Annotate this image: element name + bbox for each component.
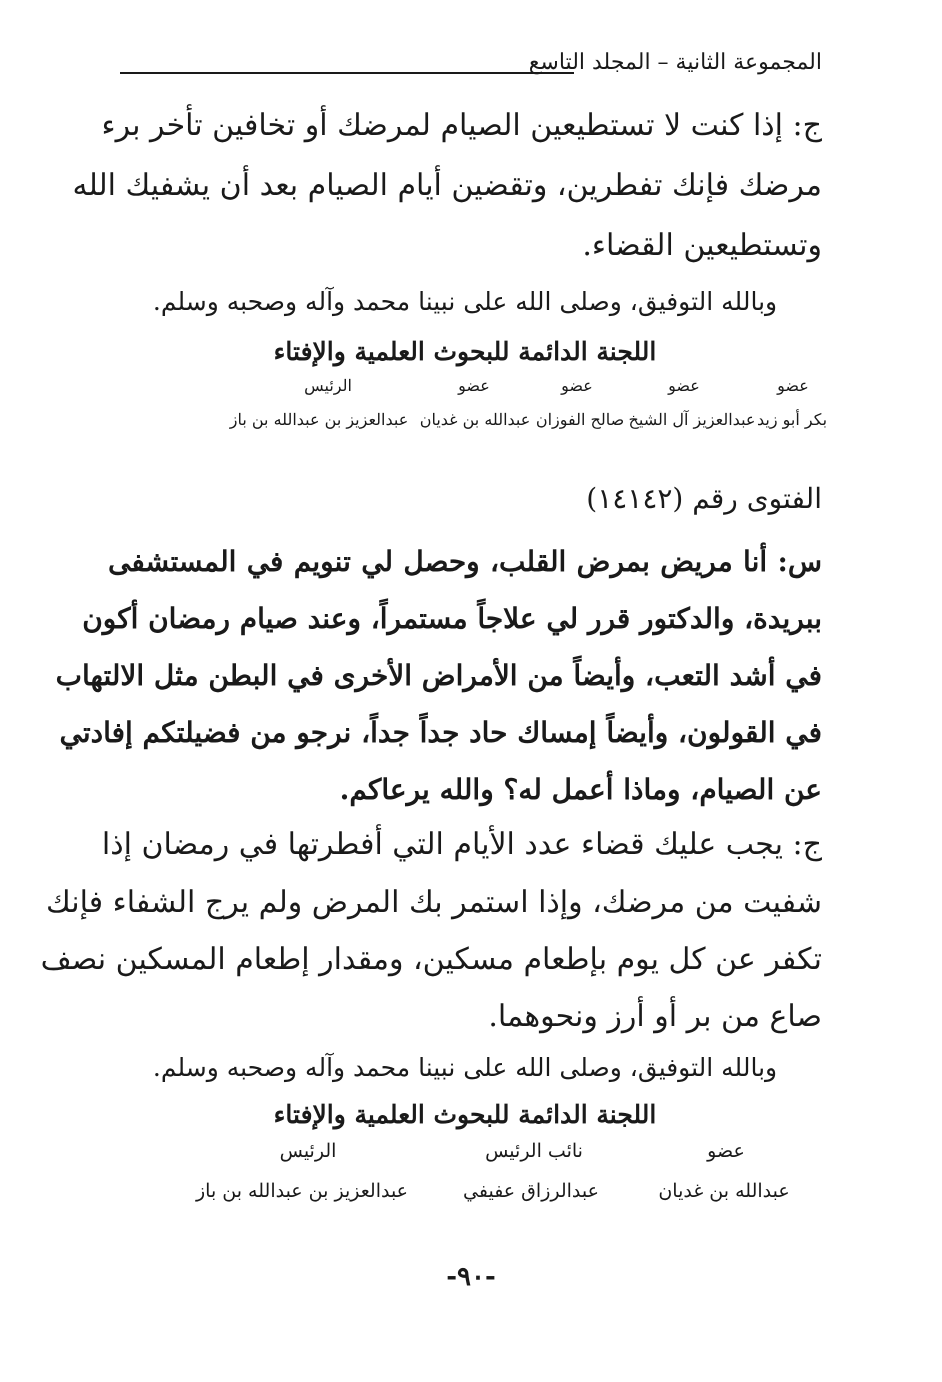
answer2-line-4: صاع من بر أو أرز ونحوهما. bbox=[488, 999, 822, 1034]
signatory-title: الرئيس bbox=[304, 376, 352, 395]
signatory-name: عبدالله بن غديان bbox=[658, 1180, 790, 1202]
question-line-4: في القولون، وأيضاً إمساك حاد جداً جداً، نرجو من فضيلتكم إفادتي bbox=[59, 716, 822, 749]
signatory-name: عبدالرزاق عفيفي bbox=[463, 1180, 599, 1202]
committee1-titles bbox=[108, 376, 822, 406]
running-header bbox=[120, 50, 822, 80]
signatory-title: عضو bbox=[707, 1140, 745, 1162]
signatory-name: عبدالعزيز بن عبدالله بن باز bbox=[229, 410, 409, 429]
signatory-name: عبدالعزيز آل الشيخ bbox=[628, 410, 756, 429]
signatory-name: بكر أبو زيد bbox=[756, 410, 828, 429]
header-rule bbox=[120, 72, 574, 74]
fatwa-number: الفتوى رقم (١٤١٤٢) bbox=[586, 482, 822, 515]
signatory-name: عبدالله بن غديان bbox=[419, 410, 531, 429]
committee-name-1: اللجنة الدائمة للبحوث العلمية والإفتاء bbox=[273, 337, 657, 366]
header-title: المجموعة الثانية – المجلد التاسع bbox=[528, 50, 822, 75]
answer1-line-1: ج: إذا كنت لا تستطيعين الصيام لمرضك أو تخافين تأخر برء bbox=[101, 108, 822, 143]
question-line-3: في أشد التعب، وأيضاً من الأمراض الأخرى في البطن مثل الالتهاب bbox=[55, 659, 822, 692]
signatory-title: نائب الرئيس bbox=[485, 1140, 583, 1162]
signatory-title: عضو bbox=[458, 376, 490, 395]
closing-statement-1: وبالله التوفيق، وصلى الله على نبينا محمد وآله وصحبه وسلم. bbox=[152, 287, 778, 316]
answer2-line-1: ج: يجب عليك قضاء عدد الأيام التي أفطرتها في رمضان إذا bbox=[101, 827, 822, 862]
committee2-titles bbox=[108, 1140, 822, 1170]
answer1-line-2: مرضك فإنك تفطرين، وتقضين أيام الصيام بعد أن يشفيك الله bbox=[72, 168, 822, 203]
signatory-title: الرئيس bbox=[279, 1140, 337, 1162]
signatory-name: عبدالعزيز بن عبدالله بن باز bbox=[195, 1180, 409, 1202]
question-line-1: س: أنا مريض بمرض القلب، وحصل لي تنويم في المستشفى bbox=[108, 545, 822, 578]
answer2-line-2: شفيت من مرضك، وإذا استمر بك المرض ولم يرج الشفاء فإنك bbox=[45, 885, 822, 920]
committee1-names bbox=[108, 410, 828, 440]
committee-name-2: اللجنة الدائمة للبحوث العلمية والإفتاء bbox=[273, 1100, 657, 1129]
answer1-line-3: وتستطيعين القضاء. bbox=[582, 228, 822, 263]
question-line-2: ببريدة، والدكتور قرر لي علاجاً مستمراً، وعند صيام رمضان أكون bbox=[82, 602, 822, 635]
closing-statement-2: وبالله التوفيق، وصلى الله على نبينا محمد وآله وصحبه وسلم. bbox=[152, 1053, 778, 1082]
page-number: -٩٠- bbox=[446, 1262, 496, 1292]
signatory-name: صالح الفوزان bbox=[535, 410, 625, 429]
answer2-line-3: تكفر عن كل يوم بإطعام مسكين، ومقدار إطعام المسكين نصف bbox=[40, 942, 822, 977]
question-line-5: عن الصيام، وماذا أعمل له؟ والله يرعاكم. bbox=[339, 773, 822, 806]
signatory-title: عضو bbox=[777, 376, 809, 395]
signatory-title: عضو bbox=[668, 376, 700, 395]
signatory-title: عضو bbox=[561, 376, 593, 395]
committee2-names bbox=[108, 1180, 822, 1210]
